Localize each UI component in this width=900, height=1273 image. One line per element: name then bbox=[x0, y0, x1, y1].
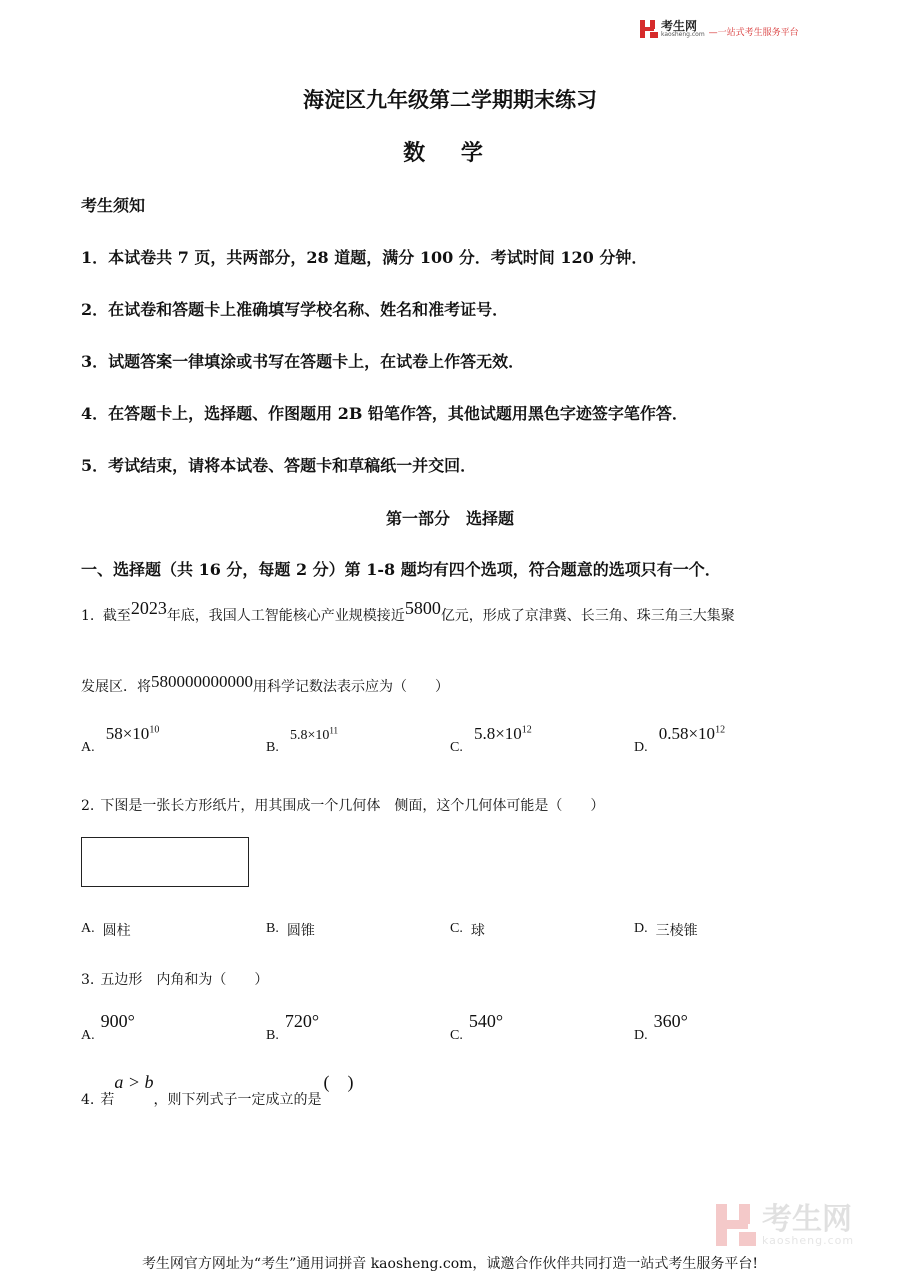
question-4-text: 4. 若a > b，则下列式子一定成立的是( ) bbox=[81, 1072, 354, 1108]
kaosheng-watermark-icon bbox=[716, 1204, 756, 1246]
watermark-domain: kaosheng.com bbox=[762, 1233, 855, 1247]
notice-item-3: 3．试题答案一律填涂或书写在答题卡上，在试卷上作答无效． bbox=[81, 352, 525, 371]
q2-option-b[interactable]: B. 圆锥 bbox=[266, 921, 315, 939]
q3-option-c[interactable]: C.540° bbox=[450, 1011, 504, 1043]
q1-option-b[interactable]: B. $5.8\times 10^{11}$ bbox=[266, 725, 339, 755]
notice-item-4: 4．在答题卡上，选择题、作图题用 2B 铅笔作答，其他试题用黑色字迹签字笔作答． bbox=[81, 404, 688, 423]
q3-option-b[interactable]: B.720° bbox=[266, 1011, 320, 1043]
q3-option-a[interactable]: A.900° bbox=[81, 1011, 135, 1043]
part-title: 第一部分 选择题 bbox=[385, 509, 514, 528]
notice-item-1: 1．本试卷共 7 页，共两部分，28 道题，满分 100 分．考试时间 120 分钟． bbox=[81, 248, 648, 267]
header-logo bbox=[640, 18, 799, 40]
q1-option-d[interactable]: D. $0.58\times 10^{12}$ bbox=[634, 724, 726, 755]
notice-item-2: 2．在试卷和答题卡上准确填写学校名称、姓名和准考证号． bbox=[81, 300, 509, 319]
q1-option-a[interactable]: A. $58\times 10^{10}$ bbox=[81, 724, 160, 755]
brand-slogan: —一站式考生服务平台 bbox=[708, 27, 799, 38]
question-3-text: 3. 五边形 内角和为（ ） bbox=[81, 972, 269, 988]
brand-domain: kaosheng.com bbox=[661, 31, 705, 38]
page-title: 海淀区九年级第二学期期末练习 bbox=[303, 87, 597, 112]
section-title: 一、选择题（共 16 分，每题 2 分）第 1-8 题均有四个选项，符合题意的选项只有一个． bbox=[81, 560, 721, 579]
watermark-brand: 考生网 bbox=[762, 1201, 852, 1237]
q2-option-d[interactable]: D. 三棱锥 bbox=[634, 921, 698, 939]
page-footer: 考生网官方网址为“考生”通用词拼音 kaosheng.com，诚邀合作伙伴共同打造一站式考生服务平台! bbox=[141, 1256, 759, 1272]
q3-option-d[interactable]: D.360° bbox=[634, 1011, 688, 1043]
rectangle-paper-figure bbox=[81, 837, 249, 887]
kaosheng-logo-icon bbox=[640, 20, 658, 38]
q2-option-c[interactable]: C. 球 bbox=[450, 921, 485, 939]
q1-option-c[interactable]: C. $5.8\times 10^{12}$ bbox=[450, 724, 532, 755]
q2-option-a[interactable]: A. 圆柱 bbox=[81, 921, 131, 939]
notice-item-5: 5．考试结束，请将本试卷、答题卡和草稿纸一并交回． bbox=[81, 456, 477, 475]
question-2-text: 2. 下图是一张长方形纸片，用其围成一个几何体 侧面，这个几何体可能是（ ） bbox=[81, 798, 605, 814]
watermark-logo bbox=[716, 1201, 855, 1247]
brand-name: 考生网 bbox=[661, 19, 698, 33]
question-1-line-2: 发展区．将580000000000用科学记数法表示应为（ ） bbox=[81, 672, 449, 695]
subject-title: 数 学 bbox=[403, 140, 497, 166]
question-1-line-1: 1. 截至2023年底，我国人工智能核心产业规模接近5800亿元，形成了京津冀、长三角、珠三角三大集聚 bbox=[81, 598, 735, 624]
notice-heading: 考生须知 bbox=[81, 196, 146, 215]
